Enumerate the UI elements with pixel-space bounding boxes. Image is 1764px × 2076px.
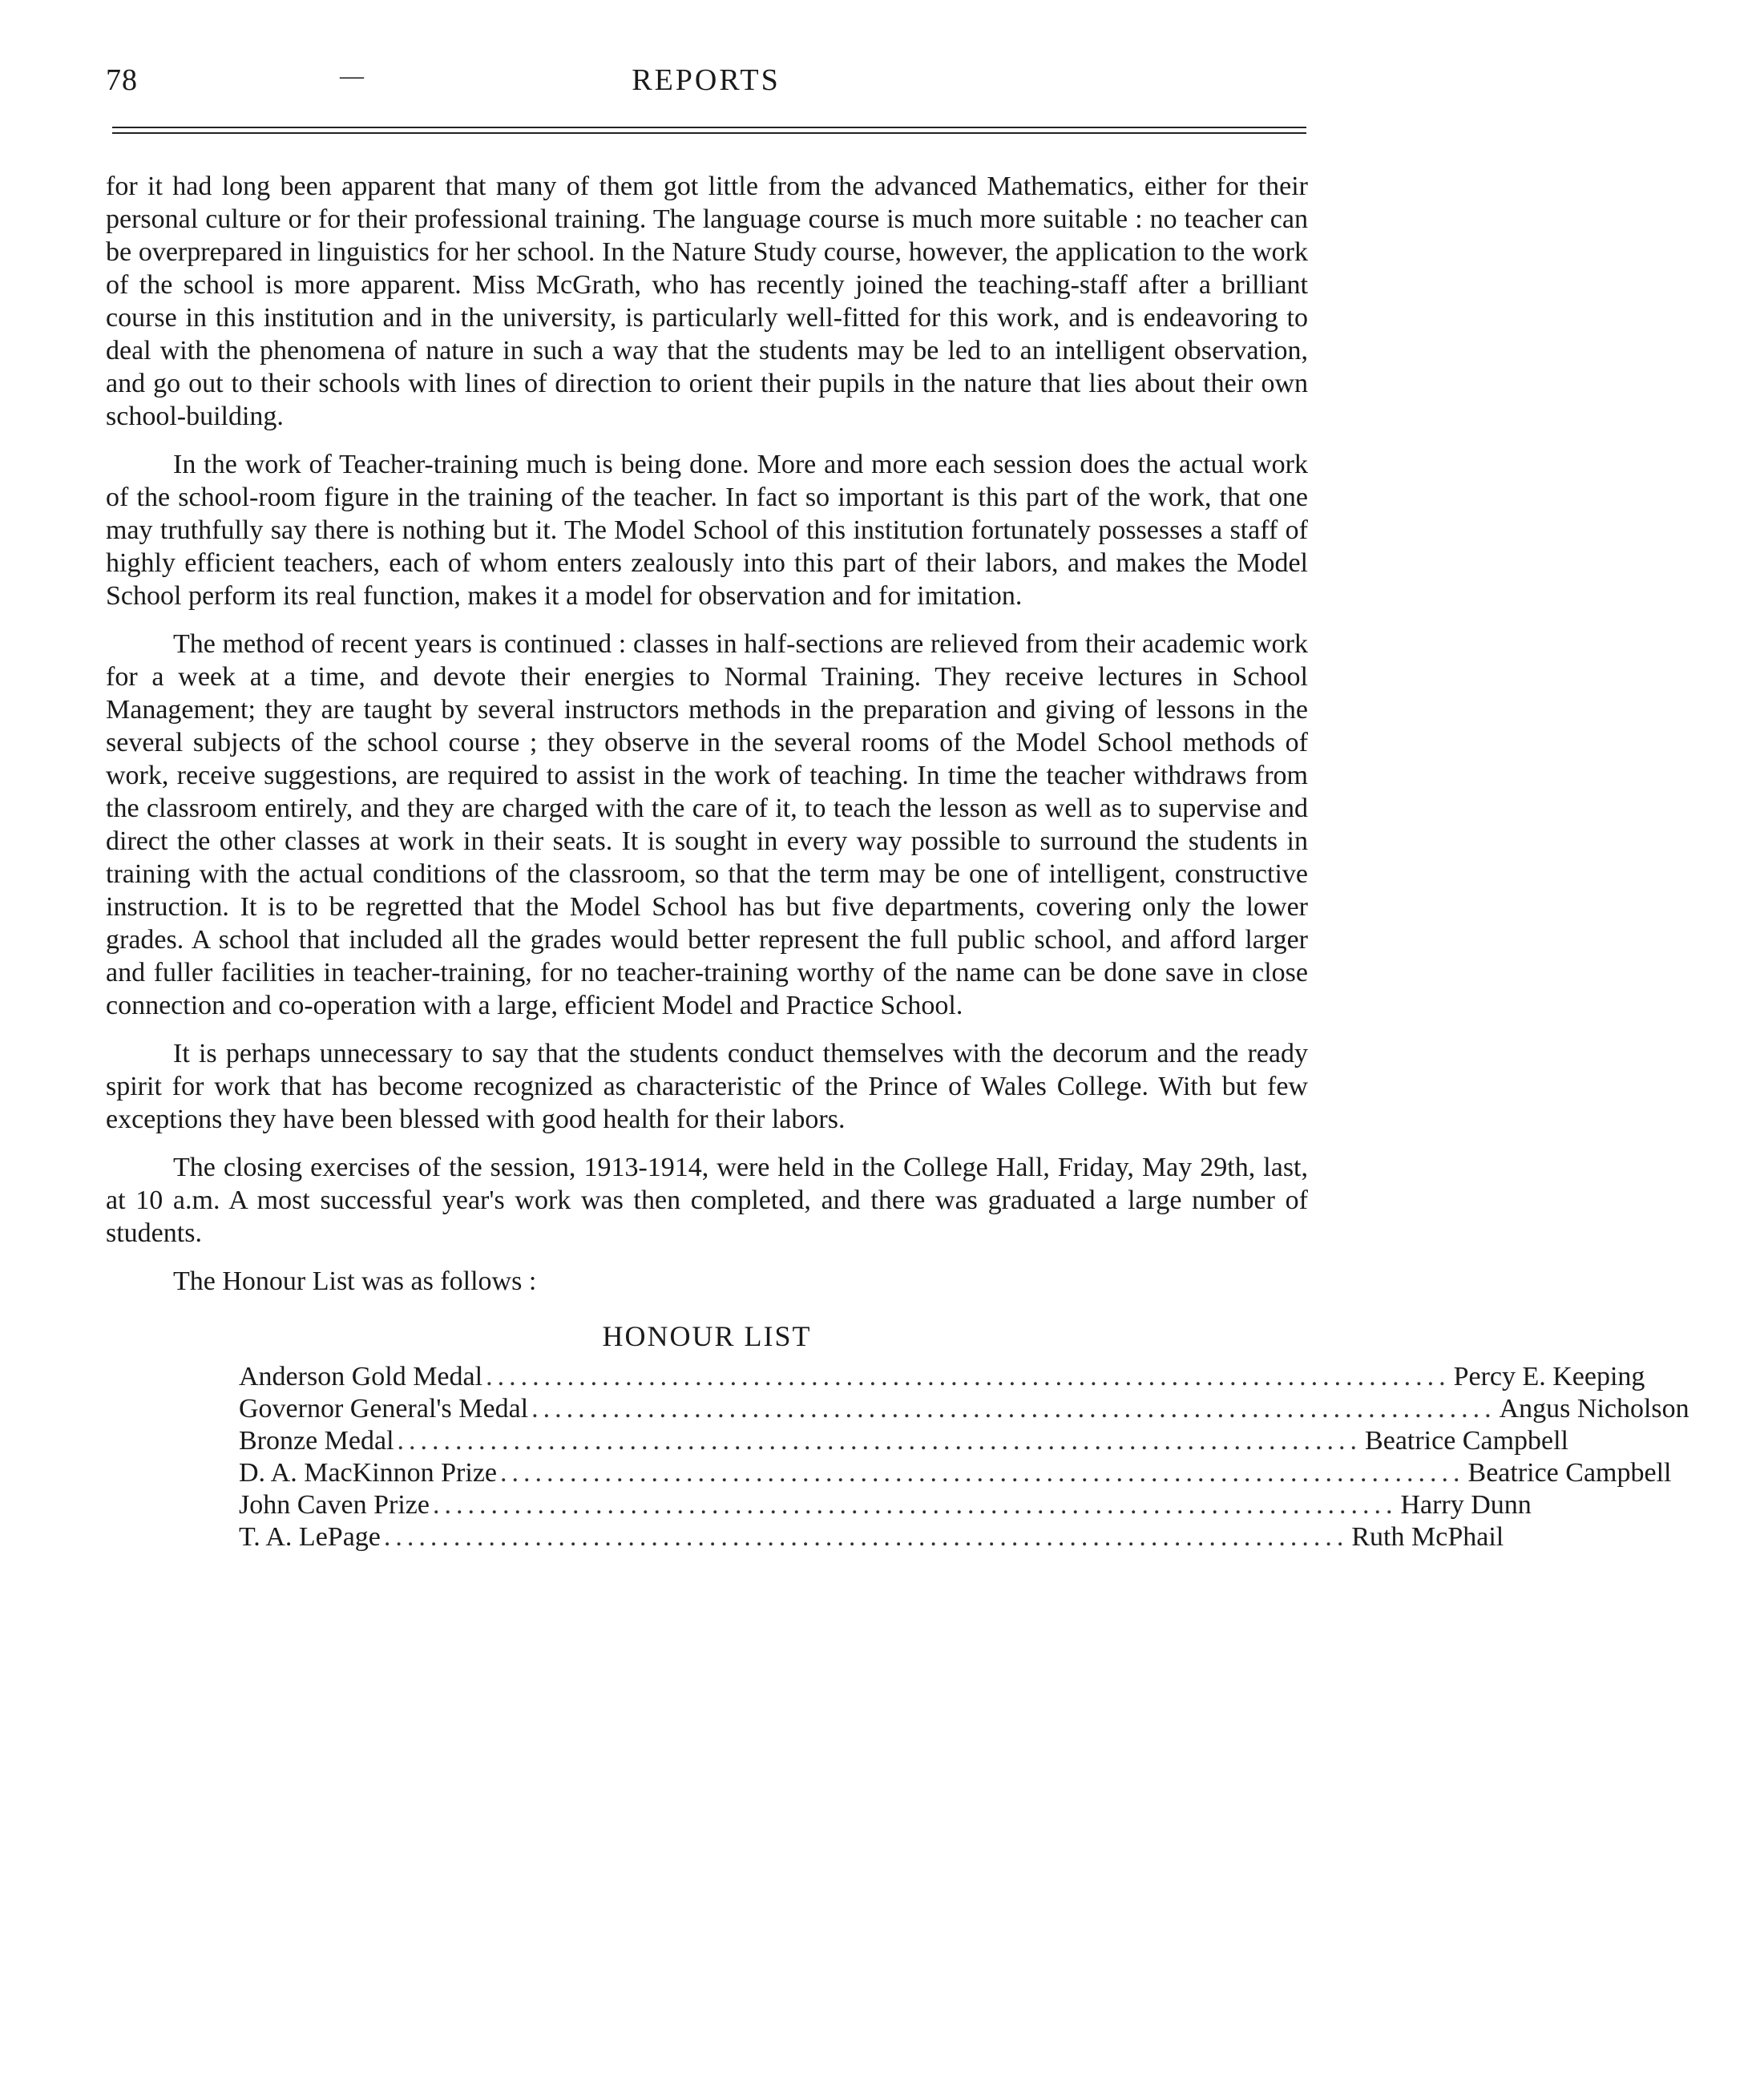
honour-entry bbox=[239, 1457, 1672, 1489]
dot-leader: ................................................................................... bbox=[383, 1522, 1349, 1552]
recipient-name: Percy E. Keeping bbox=[1453, 1362, 1645, 1391]
paragraph-honour-intro: The Honour List was as follows : bbox=[173, 1266, 537, 1296]
honour-list-title: HONOUR LIST bbox=[602, 1320, 812, 1352]
body-text bbox=[106, 170, 1689, 1553]
dot-leader: ................................................................................... bbox=[531, 1394, 1496, 1424]
prize-name: Anderson Gold Medal bbox=[239, 1362, 483, 1391]
prize-name: T. A. LePage bbox=[239, 1522, 381, 1552]
honour-entry bbox=[239, 1425, 1569, 1457]
header-dash: — bbox=[340, 63, 364, 89]
dot-leader: ................................................................................... bbox=[486, 1362, 1451, 1391]
paragraph-method: The method of recent years is continued : classes in half-sections are relieved from their academic work for a week at a time, and devote their energies to Normal Training. They receive lectures in School Management; they are taught by several instructors methods in the preparation and giving of lessons in the several subjects of the school course ; they observe in the several rooms of the Model School methods of work, receive suggestions, are required to assist in the work of teaching. In time the teacher withdraws from the classroom entirely, and they are charged with the care of it, to teach the lesson as well as to supervise and direct the other classes at work in their seats. It is sought in every way possible to surround the students in training with the actual conditions of the classroom, so that the term may be one of intelligent, constructive instruction. It is to be regretted that the Model School has but five departments, covering only the lower grades. A school that included all the grades would better represent the full public school, and afford larger and fuller facilities in teacher-training, for no teacher-training worthy of the name can be done save in close connection and co-operation with a large, efficient Model and Practice School. bbox=[106, 629, 1308, 1020]
dot-leader: ................................................................................... bbox=[397, 1426, 1362, 1456]
paragraph-closing-exercises: The closing exercises of the session, 1913-1914, were held in the College Hall, Friday, May 29th, last, at 10 a.m. A most successful year's work was then completed, and there was graduated a large number of students. bbox=[106, 1153, 1308, 1248]
prize-name: John Caven Prize bbox=[239, 1490, 430, 1520]
running-head: REPORTS bbox=[632, 63, 781, 97]
page-header bbox=[106, 63, 1306, 111]
recipient-name: Ruth McPhail bbox=[1351, 1522, 1504, 1552]
header-rule-bottom bbox=[112, 132, 1306, 134]
paragraph-continued: for it had long been apparent that many of them got little from the advanced Mathematics, either for their personal culture or for their professional training. The language course is much more suitable : no teacher can be overprepared in linguistics for her school. In the Nature Study course, however, the application to the work of the school is more apparent. Miss McGrath, who has recently joined the teaching-staff after a brilliant course in this institution and in the university, is particularly well-fitted for this work, and is endeavoring to deal with the phenomena of nature in such a way that the students may be led to an intelligent observation, and go out to their schools with lines of direction to orient their pupils in the nature that lies about their own school-building. bbox=[106, 172, 1308, 431]
dot-leader: ................................................................................... bbox=[432, 1490, 1398, 1520]
recipient-name: Harry Dunn bbox=[1400, 1490, 1532, 1520]
prize-name: D. A. MacKinnon Prize bbox=[239, 1458, 498, 1488]
recipient-name: Angus Nicholson bbox=[1499, 1394, 1689, 1424]
dot-leader: ................................................................................... bbox=[500, 1458, 1465, 1488]
honour-list bbox=[239, 1361, 1689, 1553]
recipient-name: Beatrice Campbell bbox=[1467, 1458, 1672, 1488]
honour-entry bbox=[239, 1521, 1504, 1553]
honour-entry bbox=[239, 1489, 1532, 1521]
recipient-name: Beatrice Campbell bbox=[1365, 1426, 1569, 1456]
header-rule-top bbox=[112, 127, 1306, 128]
paragraph-teacher-training: In the work of Teacher-training much is being done. More and more each session does the actual work of the school-room figure in the training of the teacher. In fact so important is this part of the work, that one may truthfully say there is nothing but it. The Model School of this institution fortunately possesses a staff of highly efficient teachers, each of whom enters zealously into this part of their labors, and makes the Model School perform its real function, makes it a model for observation and for imitation. bbox=[106, 450, 1308, 611]
honour-entry bbox=[239, 1361, 1645, 1393]
page-number: 78 bbox=[106, 63, 138, 97]
prize-name: Governor General's Medal bbox=[239, 1394, 529, 1424]
paragraph-conduct: It is perhaps unnecessary to say that the students conduct themselves with the decorum and the ready spirit for work that has become recognized as characteristic of the Prince of Wales College. With but few exceptions they have been blessed with good health for their labors. bbox=[106, 1039, 1308, 1134]
prize-name: Bronze Medal bbox=[239, 1426, 394, 1456]
honour-entry bbox=[239, 1393, 1689, 1425]
